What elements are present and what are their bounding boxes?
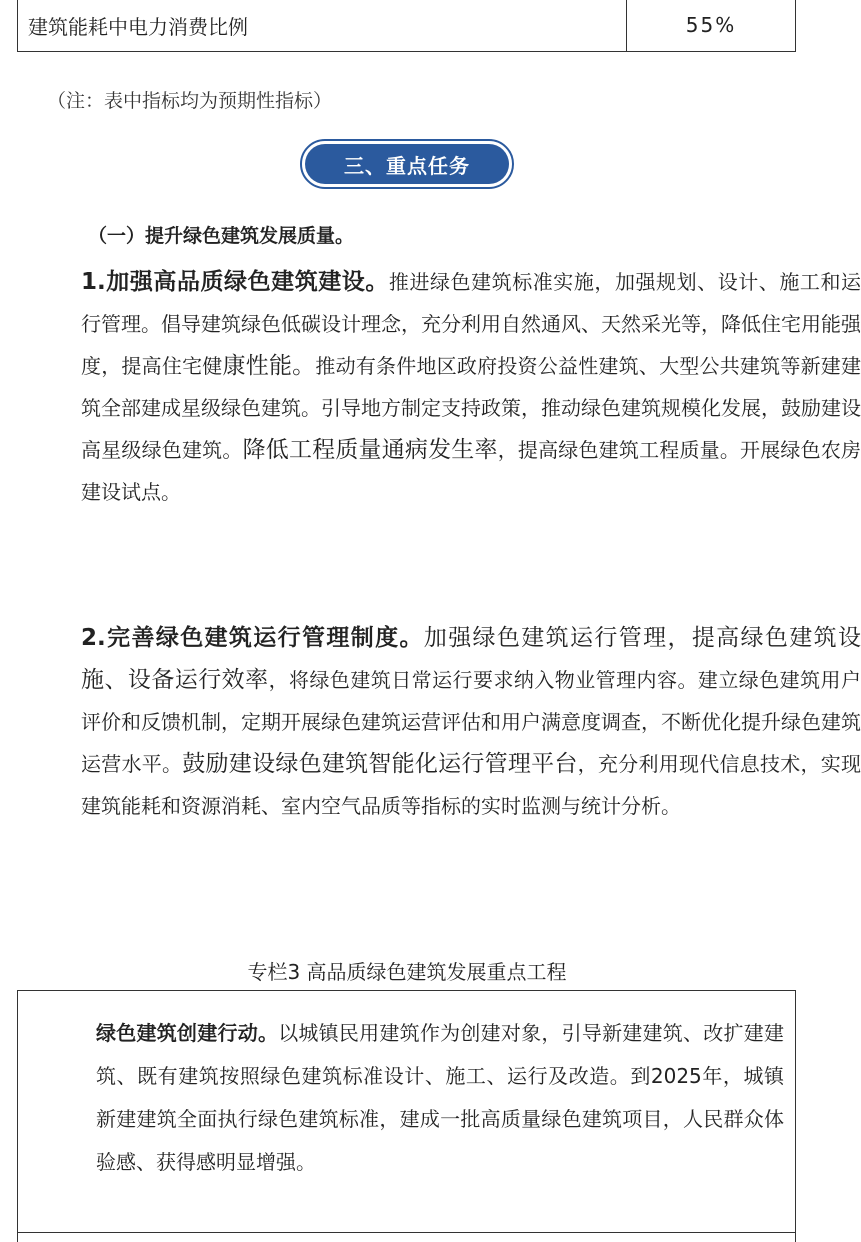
item2-paragraph [17,617,861,827]
box-text: 以城镇民用建筑作为创建对象，引导新建建筑、改扩建建筑、既有建筑按照绿色建筑标准设计、施工、运行及改造。到2025年，城镇新建建筑全面执行绿色建筑标准，建成一批高质量绿色建筑项目，人民群众体验感、获得感明显增强。 [96,1021,785,1174]
item1-text-a: 推进绿色建筑标准实施，加强规划、设计、施工和运行管理。倡导建筑绿色低碳设计理念，充分利用自然通风、天然采光等，降低住宅用能强度，提高住宅健 [81,270,861,378]
item1-text-d: 降低工程质量通病发生率 [242,437,498,463]
feature-box [17,990,796,1242]
box-caption: 专栏3 高品质绿色建筑发展重点工程 [247,960,567,984]
table-note: （注：表中指标均为预期性指标） [47,90,333,112]
box-bottom-border [17,1232,796,1233]
table-cell-label: 建筑能耗中电力消费比例 [18,0,627,51]
item2-text-c: 鼓励建设绿色建筑智能化运行管理平台 [182,751,578,777]
box-title: 绿色建筑创建行动。 [96,1021,279,1045]
indicator-table-row [17,0,796,52]
item1-text-b: 康性能。 [222,353,316,379]
box-paragraph [32,1012,784,1184]
item2-text-a: 加强绿色建筑运行管理，提高绿色建筑设施、设备运行效率 [81,625,861,693]
subsection-heading: （一）提升绿色建筑发展质量。 [88,225,355,247]
section-heading-wrap [0,139,814,189]
item1-text-c: 推动有条件地区政府投资公益性建筑、大型公共建筑等新建建筑全部建成星级绿色建筑。引导地方制定支持政策，推动绿色建筑规模化发展，鼓励建设高星级绿色建筑。 [81,354,861,462]
item1-title: 1.加强高品质绿色建筑建设。 [81,269,389,295]
item1-paragraph [17,261,861,513]
section-heading-pill [300,139,514,189]
section-heading: 三、重点任务 [305,144,509,184]
item1-text-e: ，提高绿色建筑工程质量。开展绿色农房建设试点。 [81,438,861,504]
item2-text-d: ，充分利用现代信息技术，实现建筑能耗和资源消耗、室内空气品质等指标的实时监测与统计分析。 [81,752,861,818]
item2-title: 2.完善绿色建筑运行管理制度。 [81,625,424,651]
table-cell-value: 55% [685,13,737,37]
item2-text-b: ，将绿色建筑日常运行要求纳入物业管理内容。建立绿色建筑用户评价和反馈机制，定期开展绿色建筑运营评估和用户满意度调查，不断优化提升绿色建筑运营水平。 [81,668,861,776]
